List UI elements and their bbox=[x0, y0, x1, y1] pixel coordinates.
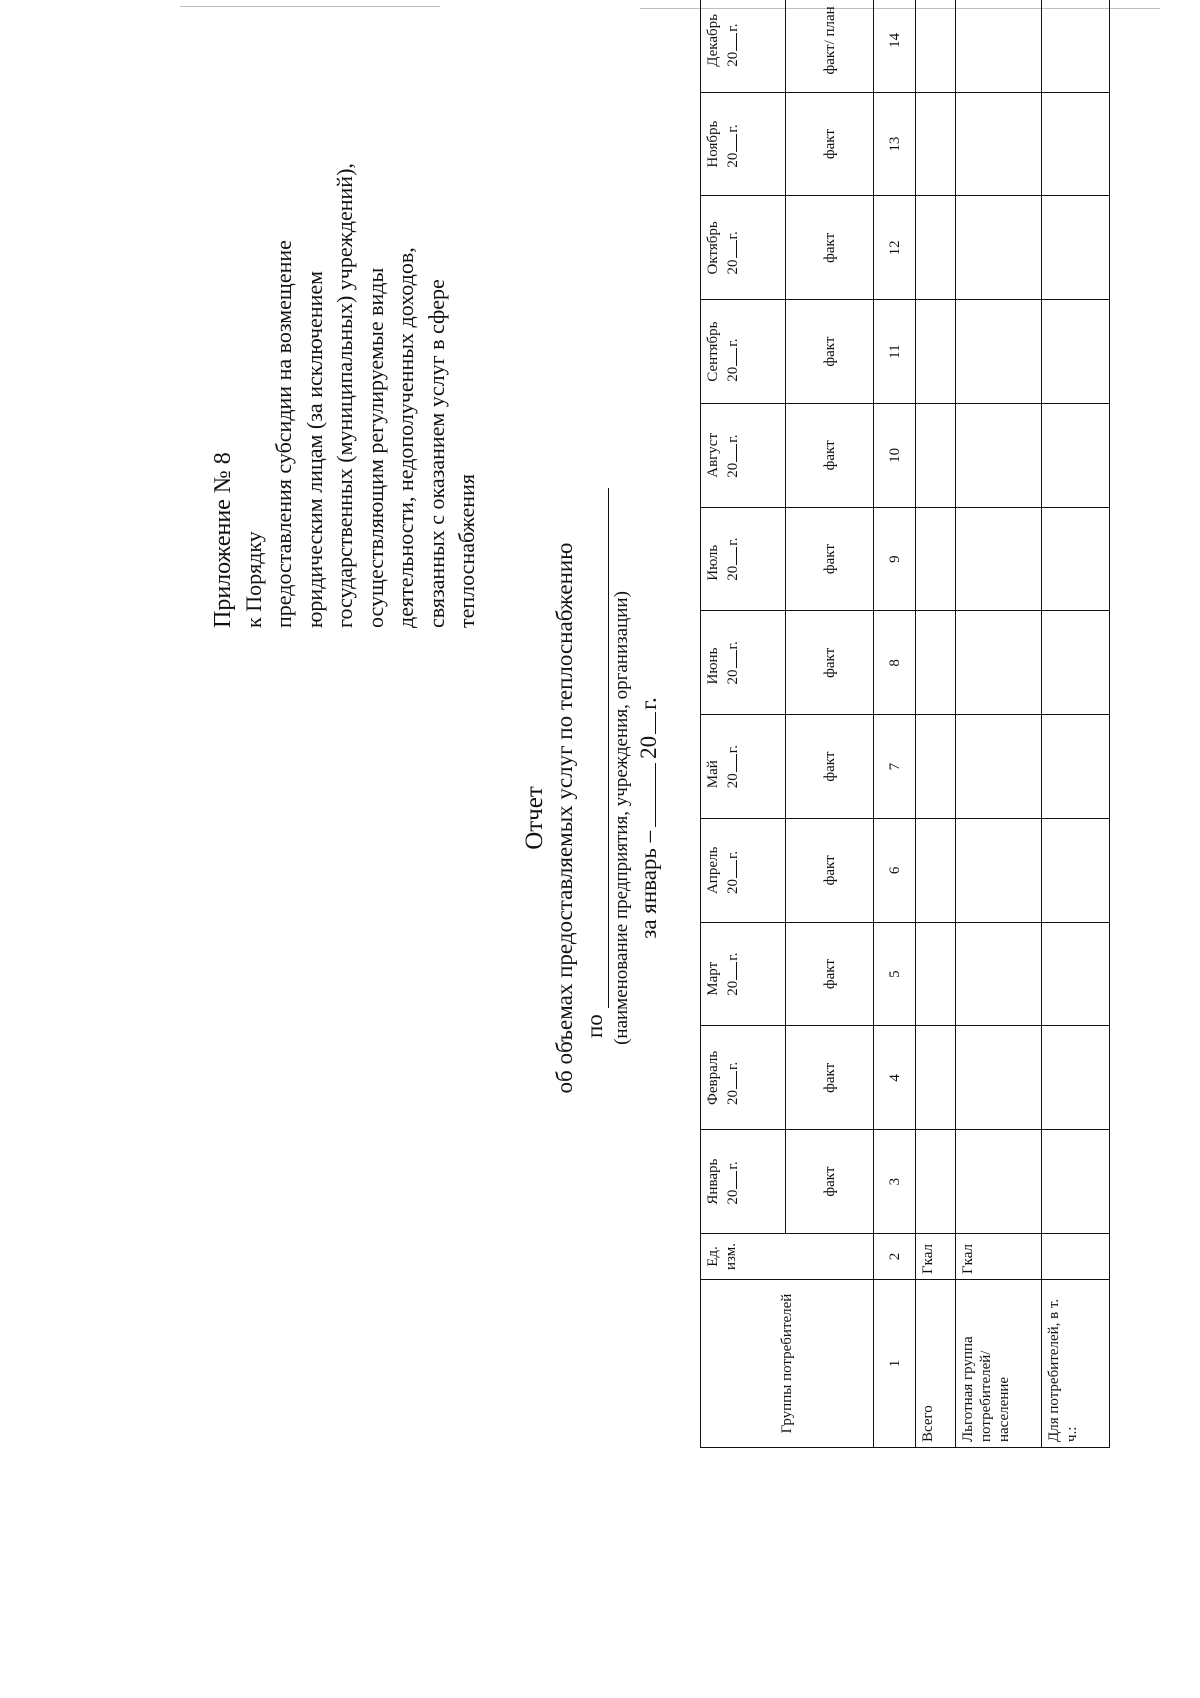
data-cell[interactable] bbox=[1042, 404, 1110, 508]
data-cell[interactable] bbox=[916, 196, 956, 300]
header-groups: Группы потребителей bbox=[701, 1280, 874, 1448]
column-number: 13 bbox=[874, 92, 916, 196]
header-month bbox=[701, 1130, 786, 1234]
data-cell[interactable] bbox=[956, 922, 1042, 1026]
header-row-months bbox=[701, 0, 786, 1448]
column-number: 1 bbox=[874, 1280, 916, 1448]
data-cell[interactable] bbox=[916, 1026, 956, 1130]
report-subtitle: об объемах предоставляемых услуг по теплоснабжению bbox=[552, 542, 577, 1094]
organization-caption: (наименование предприятия, учреждения, организации) bbox=[611, 591, 632, 1045]
table-row bbox=[916, 0, 956, 1448]
appendix-line: государственных (муниципальных) учреждений), bbox=[332, 163, 357, 628]
appendix-line: к Порядку bbox=[240, 531, 266, 628]
data-cell[interactable] bbox=[956, 819, 1042, 923]
row-unit: Гкал bbox=[956, 1234, 1042, 1280]
year-suffix: г. bbox=[725, 434, 741, 443]
value-type: факт bbox=[786, 819, 874, 923]
column-number: 9 bbox=[874, 507, 916, 611]
appendix-line: предоставления субсидии на возмещение bbox=[271, 240, 296, 628]
month-name: Сентябрь bbox=[705, 321, 721, 382]
value-type: факт bbox=[786, 1026, 874, 1130]
appendix-line: Приложение № 8 bbox=[210, 452, 236, 628]
row-label: Всего bbox=[916, 1280, 956, 1448]
month-name: Октябрь bbox=[705, 221, 721, 275]
header-month bbox=[701, 922, 786, 1026]
year-prefix: 20 bbox=[725, 879, 741, 895]
year-prefix: 20 bbox=[725, 51, 741, 67]
data-cell[interactable] bbox=[1042, 507, 1110, 611]
year-blank bbox=[722, 240, 737, 258]
year-prefix: 20 bbox=[725, 1189, 741, 1205]
data-cell[interactable] bbox=[916, 922, 956, 1026]
data-cell[interactable] bbox=[956, 300, 1042, 404]
year-suffix: г. bbox=[725, 1061, 741, 1070]
year-suffix: г. bbox=[725, 23, 741, 32]
data-cell[interactable] bbox=[916, 404, 956, 508]
year-suffix: г. bbox=[725, 641, 741, 650]
value-type: факт bbox=[786, 507, 874, 611]
header-row-type bbox=[786, 0, 874, 1448]
year-blank bbox=[722, 444, 737, 462]
month-name: Март bbox=[705, 961, 721, 996]
year-prefix: 20 bbox=[725, 669, 741, 685]
value-type: факт bbox=[786, 404, 874, 508]
data-cell[interactable] bbox=[916, 611, 956, 715]
column-number: 3 bbox=[874, 1130, 916, 1234]
column-number: 2 bbox=[874, 1234, 916, 1280]
data-cell[interactable] bbox=[1042, 0, 1110, 92]
year-suffix: г. bbox=[725, 745, 741, 754]
year-blank bbox=[722, 33, 737, 51]
value-type: факт bbox=[786, 1130, 874, 1234]
appendix-line: осуществляющим регулируемые виды bbox=[362, 267, 388, 628]
data-cell[interactable] bbox=[916, 1130, 956, 1234]
year-suffix: г. bbox=[725, 124, 741, 133]
year-prefix: 20 bbox=[725, 1089, 741, 1105]
year-suffix: г. bbox=[725, 850, 741, 860]
data-cell[interactable] bbox=[956, 715, 1042, 819]
header-unit: Ед. изм. bbox=[701, 1234, 874, 1280]
period-prefix: за январь – bbox=[636, 830, 661, 939]
report-title-block bbox=[520, 68, 664, 1568]
header-month bbox=[701, 404, 786, 508]
data-cell[interactable] bbox=[1042, 922, 1110, 1026]
period-year-suffix: г. bbox=[636, 697, 661, 710]
report-title: Отчет bbox=[521, 786, 548, 850]
table-row bbox=[956, 0, 1042, 1448]
header-month bbox=[701, 611, 786, 715]
year-prefix: 20 bbox=[725, 980, 741, 996]
period-month-blank bbox=[635, 763, 656, 827]
data-cell[interactable] bbox=[1042, 611, 1110, 715]
year-blank bbox=[722, 547, 737, 565]
row-unit: Гкал bbox=[916, 1234, 956, 1280]
data-cell[interactable] bbox=[956, 611, 1042, 715]
report-period bbox=[634, 68, 664, 1568]
value-type: факт bbox=[786, 922, 874, 1026]
row-label: Для потребителей, в т. ч.: bbox=[1042, 1280, 1110, 1448]
data-cell[interactable] bbox=[1042, 1130, 1110, 1234]
month-name: Август bbox=[705, 432, 721, 478]
year-blank bbox=[722, 348, 737, 366]
appendix-line: деятельности, недополученных доходов, bbox=[393, 247, 418, 628]
column-number: 6 bbox=[874, 819, 916, 923]
header-month bbox=[701, 92, 786, 196]
header-month bbox=[701, 300, 786, 404]
month-name: Июнь bbox=[705, 647, 721, 685]
data-cell[interactable] bbox=[916, 715, 956, 819]
header-month bbox=[701, 0, 786, 92]
column-numbers-row bbox=[874, 0, 916, 1448]
year-blank bbox=[722, 650, 737, 668]
value-type: факт bbox=[786, 196, 874, 300]
column-number: 14 bbox=[874, 0, 916, 92]
month-name: Декабрь bbox=[705, 14, 721, 67]
report-table bbox=[700, 0, 1110, 1448]
month-name: Апрель bbox=[705, 846, 721, 895]
value-type: факт bbox=[786, 300, 874, 404]
data-cell[interactable] bbox=[1042, 196, 1110, 300]
appendix-line: связанных с оказанием услуг в сфере bbox=[423, 279, 449, 628]
year-suffix: г. bbox=[725, 231, 741, 240]
month-name: Январь bbox=[705, 1158, 721, 1205]
column-number: 12 bbox=[874, 196, 916, 300]
data-cell[interactable] bbox=[956, 196, 1042, 300]
column-number: 11 bbox=[874, 300, 916, 404]
header-month bbox=[701, 715, 786, 819]
row-unit bbox=[1042, 1234, 1110, 1280]
value-type: факт bbox=[786, 611, 874, 715]
year-suffix: г. bbox=[725, 952, 741, 961]
value-type: факт bbox=[786, 715, 874, 819]
data-cell[interactable] bbox=[1042, 1026, 1110, 1130]
data-cell[interactable] bbox=[916, 0, 956, 92]
month-name: Февраль bbox=[705, 1050, 721, 1105]
header-month bbox=[701, 196, 786, 300]
appendix-line: юридическим лицам (за исключением bbox=[301, 270, 327, 628]
appendix-line: теплоснабжения bbox=[454, 474, 479, 628]
year-prefix: 20 bbox=[725, 565, 741, 581]
po-label: по bbox=[582, 1014, 607, 1038]
data-cell[interactable] bbox=[956, 0, 1042, 92]
value-type: факт/ план bbox=[786, 0, 874, 92]
data-cell[interactable] bbox=[956, 1026, 1042, 1130]
data-cell[interactable] bbox=[956, 1130, 1042, 1234]
data-cell[interactable] bbox=[1042, 819, 1110, 923]
column-number: 7 bbox=[874, 715, 916, 819]
year-prefix: 20 bbox=[725, 366, 741, 382]
data-cell[interactable] bbox=[916, 819, 956, 923]
data-cell[interactable] bbox=[916, 300, 956, 404]
appendix-block bbox=[208, 128, 483, 628]
year-blank bbox=[722, 860, 737, 878]
data-cell[interactable] bbox=[1042, 300, 1110, 404]
month-name: Июль bbox=[705, 544, 721, 581]
column-number: 5 bbox=[874, 922, 916, 1026]
header-month bbox=[701, 819, 786, 923]
month-name: Ноябрь bbox=[705, 120, 721, 168]
data-cell[interactable] bbox=[916, 507, 956, 611]
year-blank bbox=[722, 1071, 737, 1089]
year-suffix: г. bbox=[725, 537, 741, 546]
data-cell[interactable] bbox=[1042, 92, 1110, 196]
header-month bbox=[701, 1026, 786, 1130]
data-cell[interactable] bbox=[956, 507, 1042, 611]
year-blank bbox=[722, 1171, 737, 1189]
year-suffix: г. bbox=[725, 338, 741, 347]
data-cell[interactable] bbox=[956, 404, 1042, 508]
year-suffix: г. bbox=[725, 1161, 741, 1170]
year-blank bbox=[722, 754, 737, 772]
header-month bbox=[701, 507, 786, 611]
data-cell[interactable] bbox=[956, 92, 1042, 196]
row-label: Льготная группа потребителей/ население bbox=[956, 1280, 1042, 1448]
year-prefix: 20 bbox=[725, 462, 741, 478]
column-number: 10 bbox=[874, 404, 916, 508]
data-cell[interactable] bbox=[1042, 715, 1110, 819]
year-prefix: 20 bbox=[725, 152, 741, 168]
value-type: факт bbox=[786, 92, 874, 196]
year-blank bbox=[722, 134, 737, 152]
data-cell[interactable] bbox=[916, 92, 956, 196]
year-prefix: 20 bbox=[725, 259, 741, 275]
column-number: 8 bbox=[874, 611, 916, 715]
organization-line bbox=[580, 68, 610, 1568]
column-number: 4 bbox=[874, 1026, 916, 1130]
period-year-prefix: 20 bbox=[636, 735, 661, 759]
table-row bbox=[1042, 0, 1110, 1448]
month-name: Май bbox=[705, 760, 721, 789]
organization-blank bbox=[608, 488, 609, 1008]
period-year-blank bbox=[635, 712, 656, 734]
year-blank bbox=[722, 962, 737, 980]
year-prefix: 20 bbox=[725, 773, 741, 789]
